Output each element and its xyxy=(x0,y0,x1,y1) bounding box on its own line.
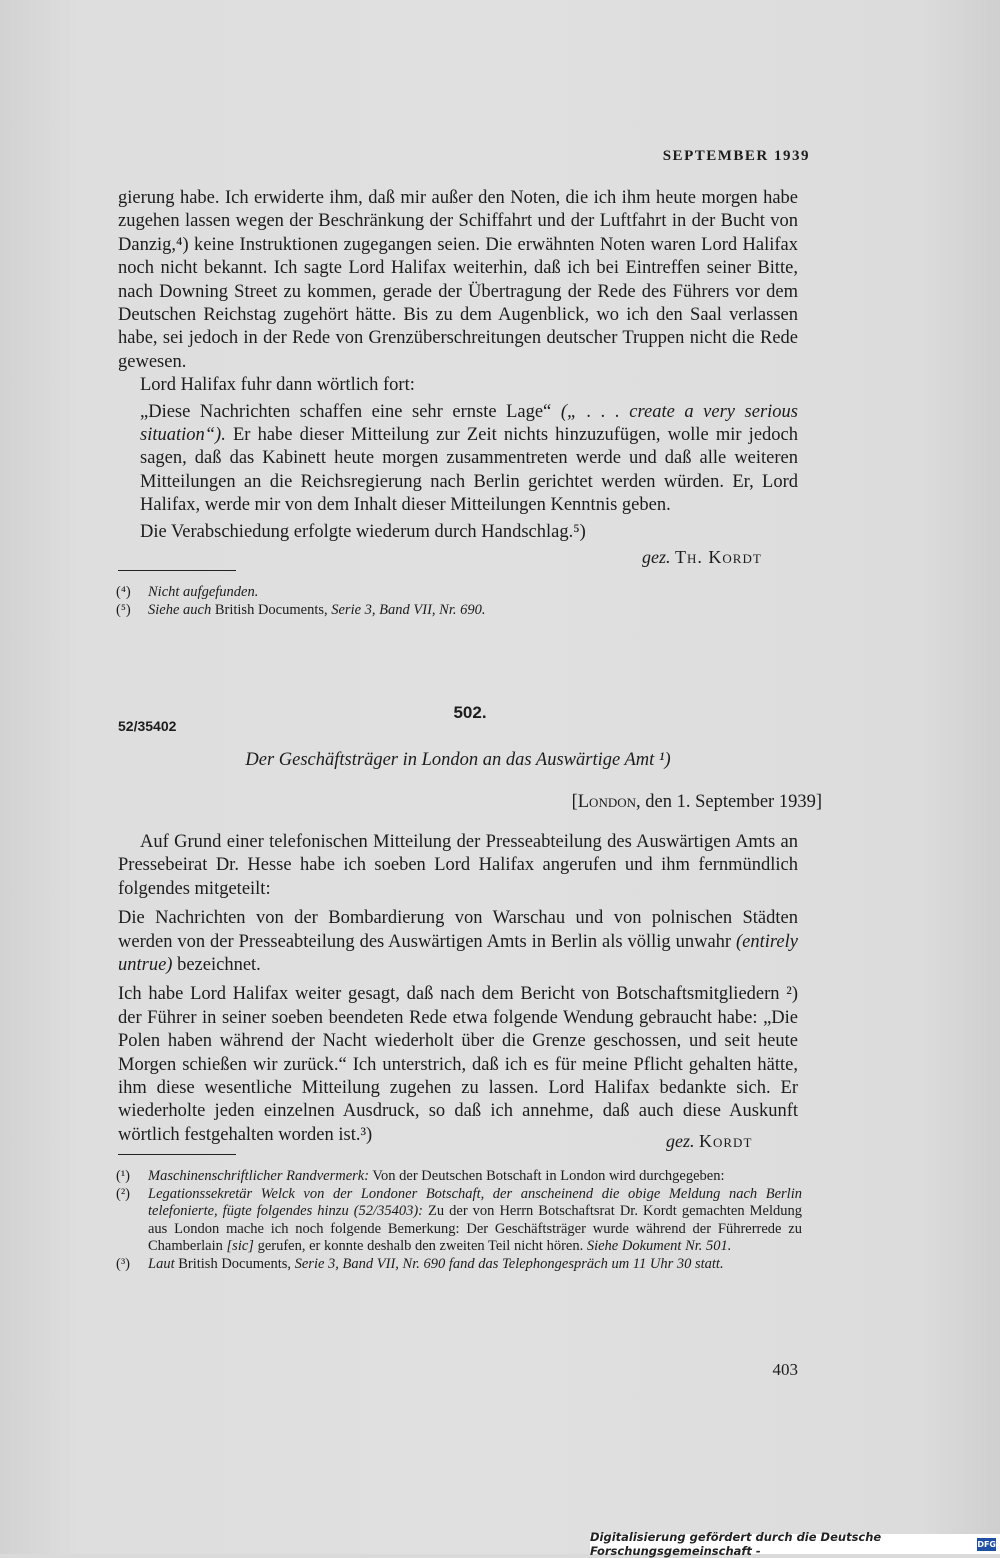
running-header: SEPTEMBER 1939 xyxy=(662,148,810,164)
p2-text-b: bezeichnet. xyxy=(172,955,261,976)
footnotes-501 xyxy=(116,584,802,619)
document-title: Der Geschäftsträger in London an das Auswärtige Amt ¹) xyxy=(245,750,671,770)
digitization-credit xyxy=(590,1530,1000,1558)
footnote-text: Serie 3, Band VII, Nr. 690 fand das Telephongespräch um 11 Uhr 30 statt. xyxy=(294,1255,724,1272)
paragraph-2 xyxy=(118,907,798,977)
sig-prefix: gez. xyxy=(666,1131,695,1151)
footnote-text: Siehe Dokument Nr. 501. xyxy=(586,1238,732,1255)
page-number: 403 xyxy=(772,1360,798,1379)
sig-prefix: gez. xyxy=(642,547,671,567)
p2-text-a: Die Nachrichten von der Bombardierung von Warschau und von polnischen Städten werden von der Presseabteilung des Auswärtigen Amts in Berlin als völlig unwahr xyxy=(118,908,798,952)
signature-th-kordt xyxy=(642,547,762,568)
footnote-number: (⁵) xyxy=(116,601,131,618)
footnote-number: (¹) xyxy=(116,1168,131,1184)
file-reference: 52/35402 xyxy=(118,718,177,734)
footnote-text: gerufen, er konnte deshalb den zweiten Teil nicht hören. xyxy=(253,1238,587,1255)
document-number: 502. xyxy=(453,703,487,722)
footnote-text: British Documents, xyxy=(211,601,332,618)
dateline xyxy=(380,792,822,813)
dateline-date: den 1. September 1939] xyxy=(640,792,822,812)
dfg-logo-icon: DFG xyxy=(977,1539,996,1549)
footnotes-502 xyxy=(116,1168,802,1274)
paragraph-3: Ich habe Lord Halifax weiter gesagt, daß nach dem Bericht von Botschaftsmitgliedern ²) der Führer in seiner soeben beendeten Rede etwa folgende Wendung gebraucht habe: „Die Polen haben während der Nacht wiederholt über die Grenze geschossen, und seit heute Morgen schießen wir zurück.“ Ich unterstrich, daß ich es für meine Pflicht gehalten hätte, ihm diese wesentliche Mitteilung zugehen zu lassen. Lord Halifax bedankte sich. Er wiederholte jeden einzelnen Ausdruck, so daß ich annehme, daß auch diese Auskunft wörtlich festgehalten worden ist.³) xyxy=(118,984,798,1145)
footnote-text: Laut xyxy=(148,1255,175,1272)
dateline-city: London, xyxy=(577,792,641,812)
signature-kordt xyxy=(666,1131,752,1152)
sig-name: Th. Kordt xyxy=(675,547,762,567)
footnote-text: Siehe auch xyxy=(148,601,212,618)
quote-text-b: Er habe dieser Mitteilung zur Zeit nichts hinzuzufügen, wolle mir jedoch sagen, daß das Kabinett heute morgen zusammentreten werde und daß alle weiteren Mitteilungen an die Reichsregierung nach Berlin gerichtet werden würden. Er, Lord Halifax, werde mir von dem Inhalt dieser Mitteilungen Kenntnis geben. xyxy=(140,425,798,516)
footnote-text: Legationssekretär Welck von der Londoner Botschaft, der anscheinend die obige Meldung nach Berlin telefonierte, fügte folgendes hinzu (52/35403): xyxy=(148,1185,802,1220)
sig-name: Kordt xyxy=(699,1131,753,1151)
footnote-text: Von der Deutschen Botschaft in London wird durchgegeben: xyxy=(369,1168,725,1184)
footnote-text: Nicht aufgefunden. xyxy=(148,584,259,600)
footnote-5 xyxy=(116,602,802,620)
footnote-number: (⁴) xyxy=(116,584,131,600)
quote-english: („ . . . create a very serious situation“). xyxy=(140,401,798,446)
paragraph-1: Auf Grund einer telefonischen Mitteilung der Presseabteilung des Auswärtigen Amts an Pressebeirat Dr. Hesse habe ich soeben Lord Halifax angerufen und ihm fernmündlich folgendes mitgeteilt: xyxy=(118,832,798,899)
footnote-text: [sic] xyxy=(226,1238,254,1255)
document-501-body xyxy=(118,187,798,544)
footnote-text: Zu der von Herrn Botschaftsrat Dr. Kordt gemachten Meldung aus London mache ich noch folgende Bemerkung: Der Geschäftsträger wurde während der Führerrede zu Chamberlain xyxy=(148,1203,802,1255)
footnote-number: (²) xyxy=(116,1185,131,1202)
footnote-2 xyxy=(116,1186,802,1256)
footnote-3 xyxy=(116,1256,802,1274)
document-502-body xyxy=(118,831,798,1147)
credit-text: Digitalisierung gefördert durch die Deutsche Forschungsgemeinschaft - xyxy=(590,1530,882,1558)
footnote-text: British Documents, xyxy=(174,1255,295,1272)
p2-english: (entirely untrue) xyxy=(118,931,798,976)
footnote-1 xyxy=(116,1168,802,1186)
footnote-text: Maschinenschriftlicher Randvermerk: xyxy=(148,1168,370,1184)
quote-text-a: „Diese Nachrichten schaffen eine sehr ernste Lage“ xyxy=(140,401,561,422)
footnote-rule xyxy=(118,570,236,571)
footnote-text: Serie 3, Band VII, Nr. 690. xyxy=(331,601,486,618)
halifax-line: Lord Halifax fuhr dann wörtlich fort: xyxy=(140,375,415,396)
continuation-paragraph: gierung habe. Ich erwiderte ihm, daß mir außer den Noten, die ich ihm heute morgen habe zugehen lassen wegen der Beschränkung der Schiffahrt und der Luftfahrt in der Bucht von Danzig,⁴) keine Instruktionen zugegangen seien. Die erwähnten Noten waren Lord Halifax noch nicht bekannt. Ich sagte Lord Halifax weiterhin, daß ich bei Eintreffen seiner Bitte, nach Downing Street zu kommen, gerade der Übertragung der Rede des Führers vor dem Deutschen Reichstag zugehört hätte. Bis zu dem Augenblick, wo ich den Saal verlassen habe, sei jedoch in der Rede von Grenzüberschreitungen deutscher Truppen nicht die Rede gewesen. xyxy=(118,188,798,372)
footnote-4 xyxy=(116,584,802,602)
footnote-number: (³) xyxy=(116,1255,131,1272)
farewell-line: Die Verabschiedung erfolgte wiederum durch Handschlag.⁵) xyxy=(140,521,586,542)
footnote-rule xyxy=(118,1154,236,1155)
dateline-bracket: [ xyxy=(571,792,578,812)
quoted-statement xyxy=(118,401,798,518)
